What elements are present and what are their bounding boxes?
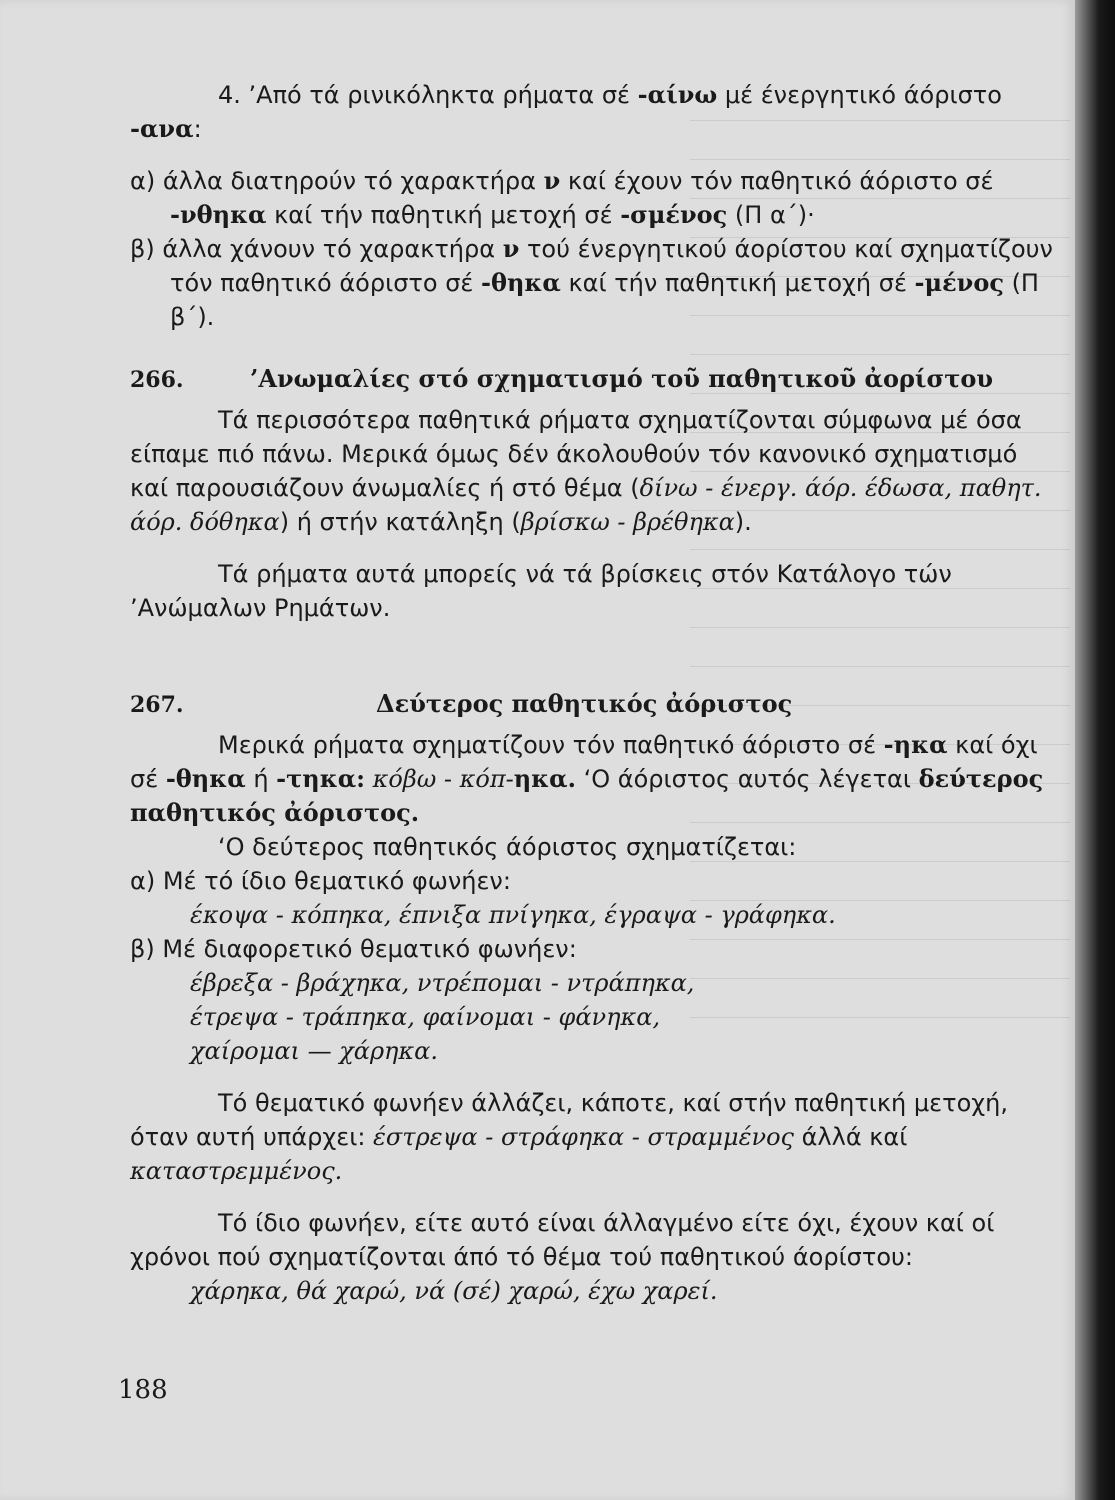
s266-p1-example-vrisko: βρίσκω - βρέθηκα — [520, 508, 735, 536]
intro-paragraph — [130, 78, 1060, 146]
intro-text-1: 4. ’Από τά ρινικόληκτα ρήματα σέ — [218, 81, 638, 109]
s266-p1-text-2: ) ή στήν κατάληξη ( — [279, 508, 521, 536]
s266-p1-text-1: Τά περισσότερα παθητικά ρήματα σχηματίζονται σύμφωνα μέ όσα είπαμε πιό πάνω. Μερικά όμως δέν άκολουθούν τόν κανονικό σχηματισμό καί παρουσιάζουν άνωμαλίες ή στό θέμα ( — [130, 406, 1022, 502]
alpha-text-1: άλλα διατηρούν τό χαρακτήρα — [162, 167, 544, 195]
section-heading-266 — [130, 362, 1060, 397]
intro-suffix-ana: -ανα — [130, 114, 194, 143]
s267-p1-text-2: καί όχι σέ — [130, 731, 1038, 793]
s267-p3-text-2: άλλά καί — [793, 1123, 908, 1151]
s267-example-kovo: κόβω - κόπ- — [365, 765, 514, 793]
book-spine-shadow — [1075, 0, 1115, 1500]
s267-p4-example: χάρηκα, θά χαρώ, νά (σέ) χαρώ, έχω χαρεί. — [190, 1277, 718, 1305]
list-item-alpha — [130, 164, 1060, 232]
s267-marker-beta: β) — [130, 935, 155, 963]
alpha-suffix-smenos: -σμένος — [620, 200, 728, 229]
s267-suffix-thika: -θηκα — [165, 764, 246, 793]
intro-text-2: μέ ένεργητικό άόριστο — [717, 81, 1002, 109]
s267-alpha-example: έκοψα - κόπηκα, έπνιξα πνίγηκα, έγραψα - γράφηκα. — [190, 901, 836, 929]
list-marker-alpha: α) — [130, 167, 156, 195]
s267-list-item-alpha — [130, 864, 1060, 898]
s267-p3-example-strefo: έστρεψα - στράφηκα - στραμμένος — [373, 1123, 794, 1151]
beta-reference: (Π β΄). — [170, 269, 1039, 331]
s267-term-second-passive-aorist: δεύτερος παθητικός ἀόριστος. — [130, 764, 1044, 827]
section-267-paragraph-3 — [130, 1086, 1060, 1188]
beta-character-n: ν — [502, 234, 520, 263]
beta-suffix-menos: -μένος — [914, 268, 1004, 297]
intro-suffix-aino: -αίνω — [637, 80, 718, 109]
alpha-character-n: ν — [543, 166, 561, 195]
list-item-beta — [130, 232, 1060, 334]
beta-text-1: άλλα χάνουν τό χαρακτήρα — [162, 235, 503, 263]
s267-p3-text-1: Τό θεματικό φωνήεν άλλάζει, κάποτε, καί στήν παθητική μετοχή, όταν αυτή υπάρχει: — [130, 1089, 1008, 1151]
section-267-paragraph-4: Τό ίδιο φωνήεν, είτε αυτό είναι άλλαγμένο είτε όχι, έχουν καί οί χρόνοι πού σχηματίζονται άπό τό θέμα τού παθητικού άορίστου: — [130, 1209, 995, 1271]
alpha-text-3: καί τήν παθητική μετοχή σέ — [266, 201, 621, 229]
s267-list-item-beta — [130, 932, 1060, 966]
s266-p1-text-3: ). — [734, 508, 752, 536]
alpha-reference: (Π α΄)· — [727, 201, 815, 229]
s267-beta-example-1: έβρεξα - βράχηκα, ντρέπομαι - ντράπηκα, — [190, 969, 695, 997]
s267-suffix-tika: -τηκα: — [276, 764, 366, 793]
section-title-266: ’Ανωμαλίες στό σχηματισμό τοῦ παθητικοῦ ἀορίστου — [250, 364, 994, 393]
alpha-text-2: καί έχουν τόν παθητικό άόριστο σέ — [560, 167, 994, 195]
section-266-paragraph-2: Τά ρήματα αυτά μπορείς νά τά βρίσκεις στόν Κατάλογο τών ’Ανώμαλων Ρημάτων. — [130, 560, 952, 622]
s267-beta-text: Μέ διαφορετικό θεματικό φωνήεν: — [162, 935, 577, 963]
beta-text-2: τού ένεργητικού άορίστου καί σχηματίζουν τόν παθητικό άόριστο σέ — [170, 235, 1053, 297]
s267-p1-text-1: Μερικά ρήματα σχηματίζουν τόν παθητικό άόριστο σέ — [218, 731, 884, 759]
s267-alpha-text: Μέ τό ίδιο θεματικό φωνήεν: — [162, 867, 511, 895]
section-number-266: 266. — [130, 367, 184, 393]
section-267-paragraph-1 — [130, 728, 1060, 830]
alpha-suffix-nthika: -νθηκα — [170, 200, 267, 229]
section-title-267: Δεύτερος παθητικός ἀόριστος — [376, 689, 793, 718]
list-marker-beta: β) — [130, 235, 155, 263]
page-number: 188 — [118, 1375, 168, 1405]
s267-beta-example-3: χαίρομαι — χάρηκα. — [190, 1037, 439, 1065]
section-number-267: 267. — [130, 692, 184, 718]
s267-marker-alpha: α) — [130, 867, 156, 895]
s267-example-ika: ηκα. — [513, 764, 576, 793]
beta-suffix-thika: -θηκα — [481, 268, 561, 297]
page-text-block — [130, 78, 1060, 1308]
section-267-paragraph-2: ‘Ο δεύτερος παθητικός άόριστος σχηματίζεται: — [218, 833, 797, 861]
section-heading-267 — [130, 687, 1060, 722]
s266-p1-example-dino: δίνω - ένεργ. άόρ. έδωσα, παθητ. άόρ. δόθηκα — [130, 474, 1042, 536]
intro-colon: : — [193, 115, 202, 143]
s267-beta-example-2: έτρεψα - τράπηκα, φαίνομαι - φάνηκα, — [190, 1003, 661, 1031]
beta-text-3: καί τήν παθητική μετοχή σέ — [560, 269, 915, 297]
s267-p3-example-katastremmenos: καταστρεμμένος. — [130, 1157, 343, 1185]
s267-p1-text-3: ή — [245, 765, 277, 793]
section-266-paragraph-1 — [130, 403, 1060, 539]
s267-suffix-ika: -ηκα — [883, 730, 948, 759]
s267-p1-text-4: ‘Ο άόριστος αυτός λέγεται — [576, 765, 919, 793]
